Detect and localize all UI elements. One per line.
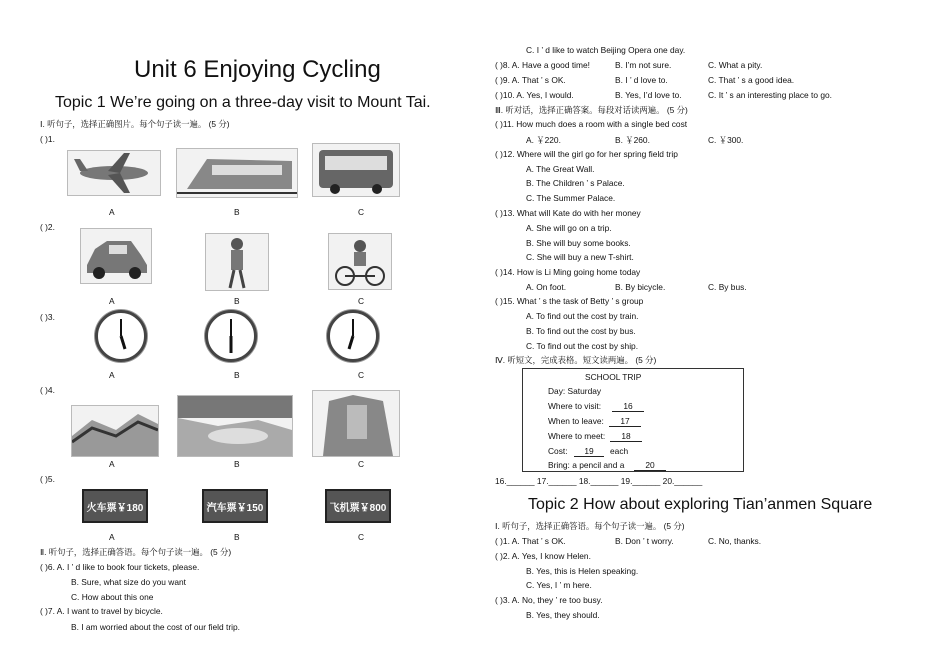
trip-day: Day: Saturday — [548, 386, 602, 396]
option-c-label: C — [358, 532, 365, 542]
trip-visit-label: Where to visit: — [548, 401, 602, 411]
option-c-label: C — [358, 296, 365, 306]
clock-a-image — [95, 310, 147, 362]
option-b-label: B — [234, 532, 240, 542]
bus-ticket-image — [202, 489, 268, 523]
blank-19: 19 — [574, 446, 604, 457]
trip-table-title: SCHOOL TRIP — [585, 372, 642, 382]
unit-title: Unit 6 Enjoying Cycling — [134, 56, 381, 83]
q13-question: ( )13. What will Kate do with her money — [495, 208, 641, 218]
q10-option-b: B. Yes, I’d love to. — [615, 90, 682, 100]
q7-option-c: C. I ’ d like to watch Beijing Opera one day. — [526, 45, 686, 55]
option-a-label: A — [109, 296, 115, 306]
great-wall-image — [71, 405, 159, 457]
q6-option-c: C. How about this one — [71, 592, 154, 602]
q7-option-a: ( )7. A. I want to travel by bicycle. — [40, 606, 163, 616]
q9-option-a: ( )9. A. That ’ s OK. — [495, 75, 566, 85]
topic2-section1-header: Ⅰ. 听句子，选择正确答语。每个句子读一遍。 (5 分) — [495, 521, 685, 531]
q13-option-c: C. She will buy a new T-shirt. — [526, 252, 634, 262]
cyclist-image — [328, 233, 392, 290]
topic2-title: Topic 2 How about exploring Tian’anmen Square — [528, 496, 873, 513]
mount-tai-rock-image — [312, 390, 400, 457]
q9-option-b: B. I ’ d love to. — [615, 75, 668, 85]
q15-option-b: B. To find out the cost by bus. — [526, 326, 636, 336]
t2q1-option-c: C. No, thanks. — [708, 536, 762, 546]
trip-cost-label: Cost: — [548, 446, 568, 456]
q14-question: ( )14. How is Li Ming going home today — [495, 267, 641, 277]
q12-question: ( )12. Where will the girl go for her spring field trip — [495, 149, 678, 159]
clock-b-image — [205, 310, 257, 362]
option-c-label: C — [358, 370, 365, 380]
clock-c-image — [327, 310, 379, 362]
t2q2-option-c: C. Yes, I ’ m here. — [526, 580, 592, 590]
section4-header: Ⅳ. 听短文，完成表格。短文读两遍。 (5 分) — [495, 355, 657, 365]
option-a-label: A — [109, 532, 115, 542]
q11-question: ( )11. How much does a room with a single bed cost — [495, 119, 688, 129]
blank-18: 18 — [610, 431, 642, 442]
trip-bring-label: Bring: a pencil and a — [548, 460, 625, 470]
q8-option-a: ( )8. A. Have a good time! — [495, 60, 590, 70]
q7-option-b: B. I am worried about the cost of our field trip. — [71, 622, 240, 632]
bus-image — [312, 143, 400, 197]
q6-option-a: ( )6. A. I ’ d like to book four tickets, please. — [40, 562, 200, 572]
blank-16: 16 — [612, 401, 644, 412]
t2q3-option-a: ( )3. A. No, they ’ re too busy. — [495, 595, 603, 605]
question-4-number: ( )4. — [40, 385, 55, 395]
question-2-number: ( )2. — [40, 222, 55, 232]
airplane-image — [67, 150, 161, 196]
q14-option-c: C. By bus. — [708, 282, 747, 292]
q11-option-a: A. ￥220. — [526, 135, 561, 145]
option-b-label: B — [234, 296, 240, 306]
t2q1-option-a: ( )1. A. That ’ s OK. — [495, 536, 566, 546]
trip-cost-each: each — [610, 446, 629, 456]
q15-question: ( )15. What ’ s the task of Betty ’ s group — [495, 296, 644, 306]
lake-landscape-image — [177, 395, 293, 457]
option-a-label: A — [109, 459, 115, 469]
q13-option-a: A. She will go on a trip. — [526, 223, 612, 233]
walking-boy-image — [205, 233, 269, 291]
plane-ticket-image — [325, 489, 391, 523]
q6-option-b: B. Sure, what size do you want — [71, 577, 186, 587]
q15-option-c: C. To find out the cost by ship. — [526, 341, 639, 351]
question-1-number: ( )1. — [40, 134, 55, 144]
section2-header: Ⅱ. 听句子，选择正确答语。每个句子读一遍。 (5 分) — [40, 547, 232, 557]
q15-option-a: A. To find out the cost by train. — [526, 311, 639, 321]
t2q1-option-b: B. Don ’ t worry. — [615, 536, 674, 546]
q12-option-a: A. The Great Wall. — [526, 164, 595, 174]
option-c-label: C — [358, 207, 365, 217]
trip-meet-label: Where to meet: — [548, 431, 606, 441]
answer-blanks: 16.______ 17.______ 18.______ 19.______ 20.______ — [495, 476, 703, 486]
section1-header: Ⅰ. 听句子，选择正确图片。每个句子读一遍。 (5 分) — [40, 119, 230, 129]
q9-option-c: C. That ’ s a good idea. — [708, 75, 795, 85]
q10-option-c: C. It ’ s an interesting place to go. — [708, 90, 832, 100]
q12-option-b: B. The Children ’ s Palace. — [526, 178, 625, 188]
option-a-label: A — [109, 370, 115, 380]
q11-option-c: C. ￥300. — [708, 135, 744, 145]
topic1-title: Topic 1 We’re going on a three-day visit to Mount Tai. — [55, 94, 431, 111]
t2q2-option-a: ( )2. A. Yes, I know Helen. — [495, 551, 591, 561]
option-a-label: A — [109, 207, 115, 217]
train-image — [176, 148, 298, 198]
q8-option-b: B. I’m not sure. — [615, 60, 672, 70]
option-b-label: B — [234, 370, 240, 380]
question-5-number: ( )5. — [40, 474, 55, 484]
q13-option-b: B. She will buy some books. — [526, 238, 631, 248]
q8-option-c: C. What a pity. — [708, 60, 763, 70]
train-ticket-text: 火车票￥180 — [86, 503, 144, 514]
q12-option-c: C. The Summer Palace. — [526, 193, 616, 203]
t2q3-option-b: B. Yes, they should. — [526, 610, 600, 620]
option-b-label: B — [234, 207, 240, 217]
bus-ticket-text: 汽车票￥150 — [206, 503, 264, 514]
plane-ticket-text: 飞机票￥800 — [329, 503, 387, 514]
q11-option-b: B. ￥260. — [615, 135, 650, 145]
car-image — [80, 228, 152, 284]
q14-option-b: B. By bicycle. — [615, 282, 666, 292]
q10-option-a: ( )10. A. Yes, I would. — [495, 90, 574, 100]
option-b-label: B — [234, 459, 240, 469]
blank-20: 20 — [634, 460, 666, 471]
question-3-number: ( )3. — [40, 312, 55, 322]
trip-leave-label: When to leave: — [548, 416, 604, 426]
t2q2-option-b: B. Yes, this is Helen speaking. — [526, 566, 639, 576]
blank-17: 17 — [609, 416, 641, 427]
section3-header: Ⅲ. 听对话，选择正确答案。每段对话读两遍。 (5 分) — [495, 105, 688, 115]
train-ticket-image — [82, 489, 148, 523]
option-c-label: C — [358, 459, 365, 469]
q14-option-a: A. On foot. — [526, 282, 567, 292]
